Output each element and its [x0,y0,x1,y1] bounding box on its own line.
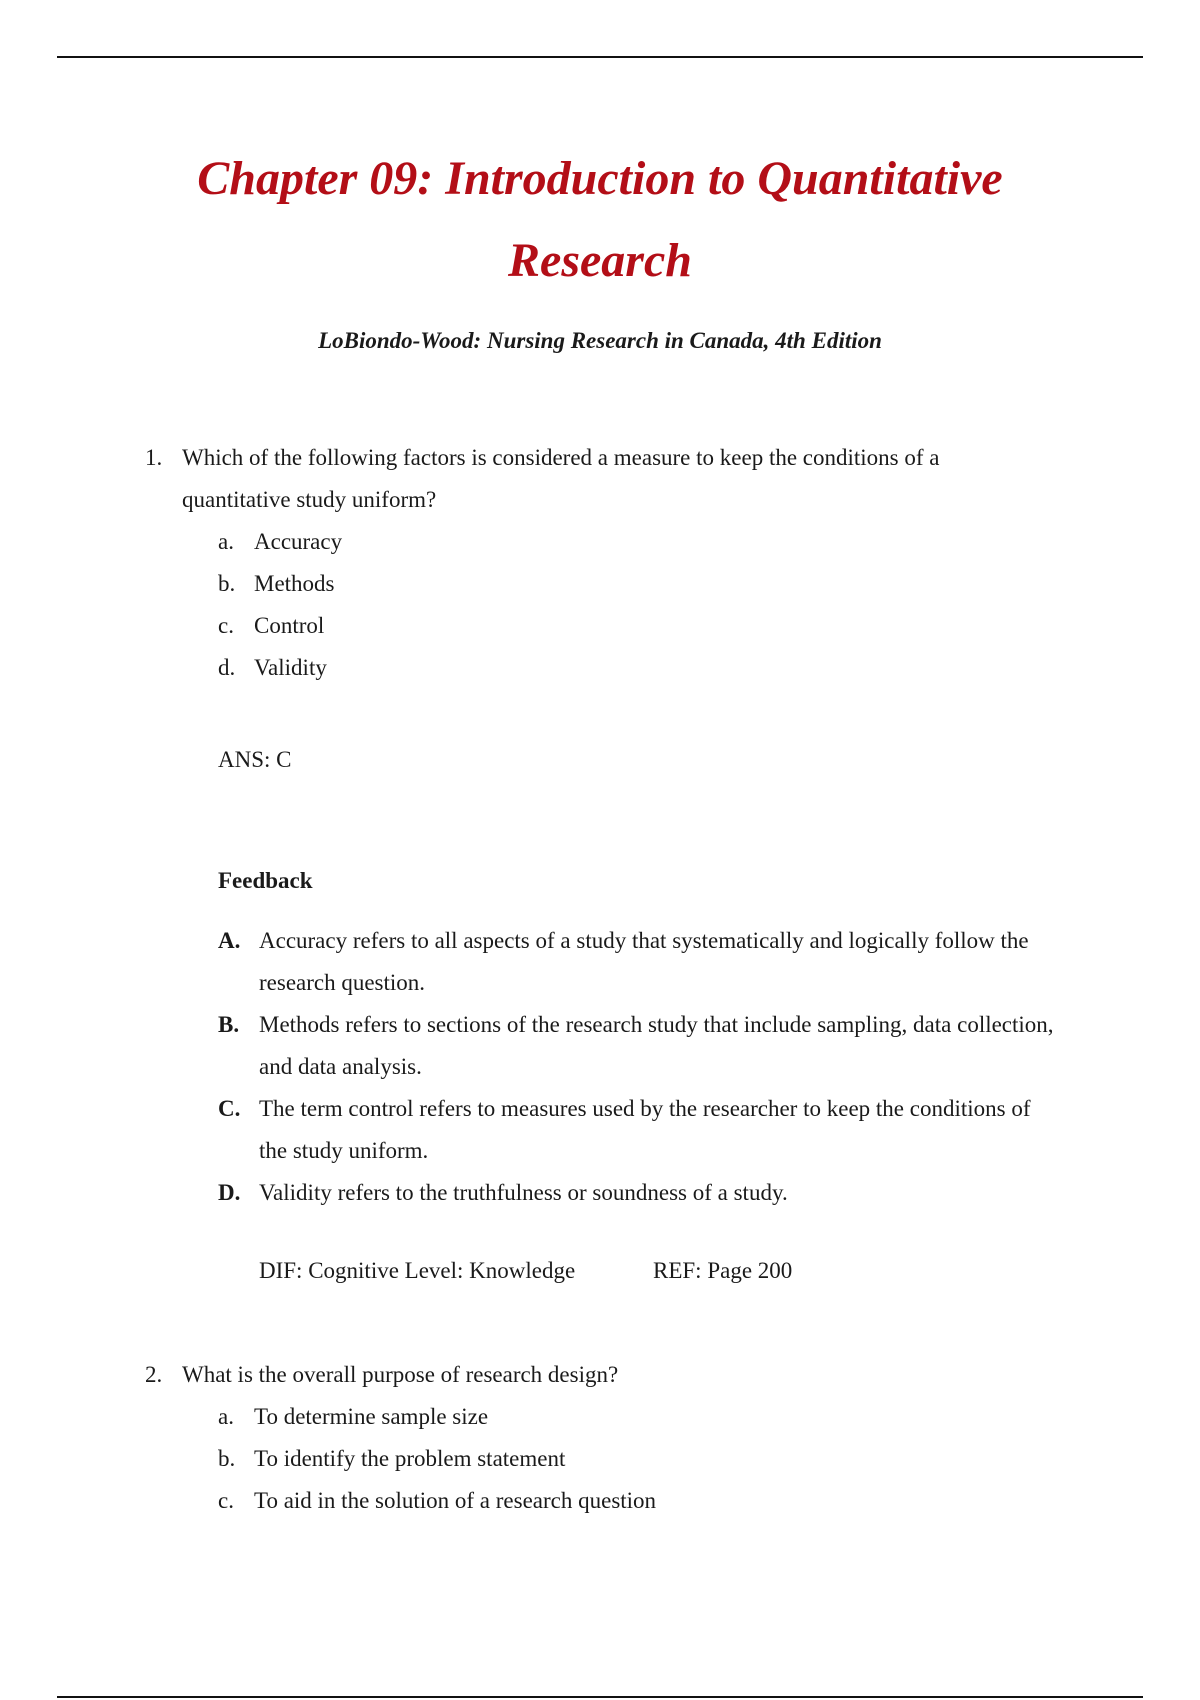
feedback-letter: D. [218,1180,241,1205]
question-text: What is the overall purpose of research design? [182,1362,619,1387]
feedback-item-d [218,1172,1058,1214]
option-letter: c. [218,613,234,638]
feedback-item-b [218,1004,1058,1088]
feedback-text: Accuracy refers to all aspects of a study that systematically and logically follow the research question. [259,928,1029,995]
feedback-text: Methods refers to sections of the research study that include sampling, data collection, and data analysis. [259,1012,1054,1079]
page-reference: REF: Page 200 [653,1258,793,1283]
option-d [218,647,327,689]
option-letter: d. [218,655,236,680]
question-2-stem [145,1354,618,1396]
option-text: To determine sample size [254,1404,489,1429]
difficulty-level: DIF: Cognitive Level: Knowledge [259,1258,576,1283]
option-c [218,1480,656,1522]
feedback-letter: B. [218,1012,240,1037]
option-letter: b. [218,571,236,596]
option-text: Accuracy [254,529,343,554]
question-text: Which of the following factors is considered a measure to keep the conditions of a [182,445,940,470]
question-number: 2. [145,1362,163,1387]
question-1-stem-continued: quantitative study uniform? [182,487,437,512]
option-letter: b. [218,1446,236,1471]
option-text: To aid in the solution of a research question [254,1488,657,1513]
bottom-rule [57,1696,1143,1698]
question-number: 1. [145,445,163,470]
option-a [218,1396,488,1438]
chapter-title [0,138,1200,302]
option-letter: a. [218,1404,234,1429]
answer-key: ANS: C [218,747,292,772]
option-text: To identify the problem statement [254,1446,566,1471]
feedback-letter: C. [218,1096,241,1121]
title-line-2: Research [508,234,692,287]
feedback-text: Validity refers to the truthfulness or soundness of a study. [259,1180,788,1205]
option-text: Control [254,613,325,638]
option-b [218,563,335,605]
title-line-1: Chapter 09: Introduction to Quantitative [197,152,1003,205]
question-1-stem [145,437,939,479]
book-subtitle: LoBiondo-Wood: Nursing Research in Canada, 4th Edition [318,328,882,353]
option-text: Validity [254,655,327,680]
feedback-item-c [218,1088,1058,1172]
option-a [218,521,342,563]
feedback-letter: A. [218,928,241,953]
option-letter: c. [218,1488,234,1513]
top-rule [57,56,1143,58]
option-text: Methods [254,571,335,596]
feedback-text: The term control refers to measures used by the researcher to keep the conditions of the study uniform. [259,1096,1031,1163]
feedback-item-a [218,920,1058,1004]
feedback-heading: Feedback [218,868,313,893]
option-b [218,1438,565,1480]
option-c [218,605,324,647]
option-letter: a. [218,529,234,554]
